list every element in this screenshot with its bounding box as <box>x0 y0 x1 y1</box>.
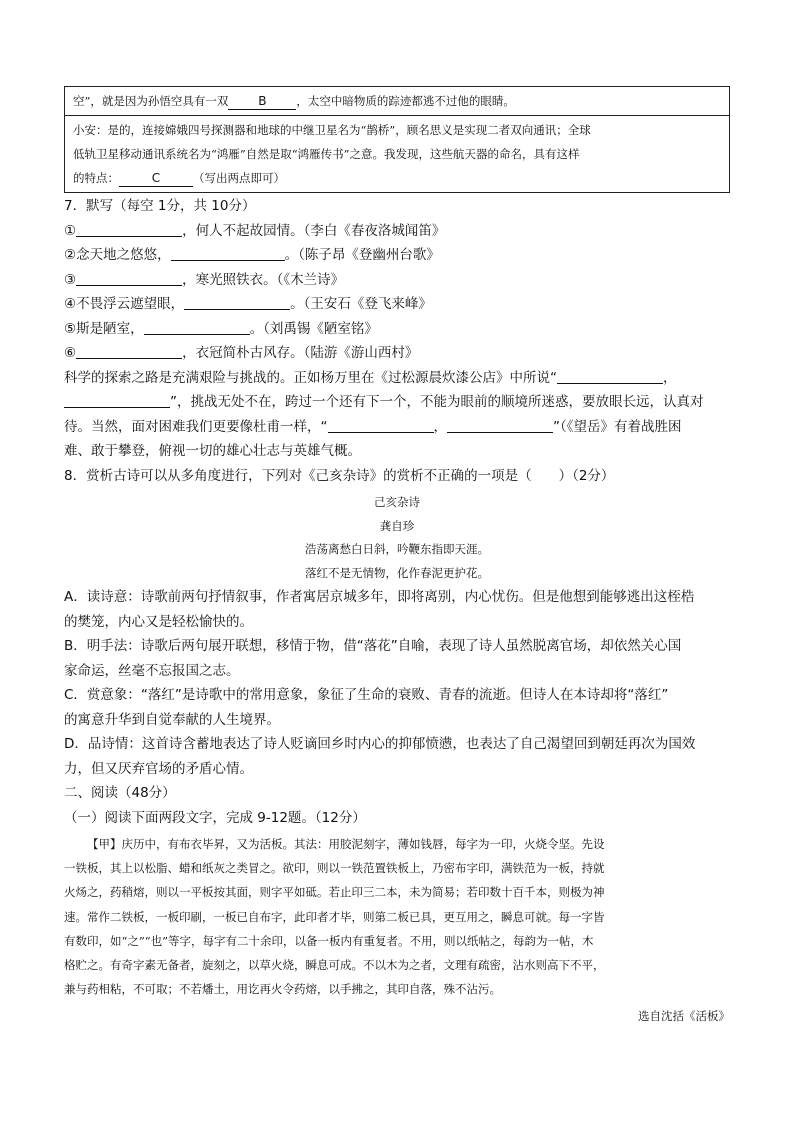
passage-source: 选自沈括《活板》 <box>638 1009 730 1024</box>
line-prefix: ④不畏浮云遮望眼， <box>64 296 185 312</box>
paragraph-text: 科学的探索之路是充满艰险与挑战的。正如杨万里在《过松源晨炊漆公店》中所说“ <box>64 369 557 386</box>
paragraph-text: ， <box>663 369 677 386</box>
option-text: D．品诗情：这首诗含蓄地表达了诗人贬谪回乡时内心的抑郁愤懑，也表达了自己渴望回到朝廷再次为国效 <box>64 736 696 752</box>
paragraph-text: ”，挑战无处不在，跨过一个还有下一个，不能为眼前的顺境所迷惑，要放眼长远，认真对 <box>170 394 704 410</box>
option-text: A．读诗意：诗歌前两句抒情叙事，作者寓居京城多年，即将离别，内心忧伤。但是他想到能够逃出这桎梏 <box>64 589 695 605</box>
fill-blank-9[interactable] <box>328 418 434 433</box>
line-prefix: ⑥ <box>64 345 77 361</box>
passage-line: 火炀之，药稍熔，则以一平板按其面，则字平如砥。若止印三二本，未为简易；若印数十百千本，则极为神 <box>64 885 605 900</box>
passage-line: 速。常作二铁板，一板印刷，一板已自布字，此印者才毕，则第二板已具，更互用之，瞬息可就。每一字皆 <box>64 909 605 924</box>
option-d[interactable] <box>64 732 730 781</box>
question-title: 8．赏析古诗可以从多角度进行，下列对《己亥杂诗》的赏析不正确的一项是（ ）（2分） <box>64 467 615 484</box>
paragraph-text: ， <box>433 418 447 435</box>
fill-blank-5[interactable] <box>144 320 250 335</box>
line-prefix: ③ <box>64 271 77 288</box>
answer-blank-c[interactable] <box>119 170 193 187</box>
poem-title: 己亥杂诗 <box>374 495 420 509</box>
line-text: ，何人不起故园情。（李白《春夜洛城闻笛》 <box>182 222 446 239</box>
answer-label-b: B <box>258 94 267 108</box>
poem <box>64 491 730 585</box>
option-text: 的寓意升华到自觉奉献的人生境界。 <box>64 711 280 728</box>
dialogue-text: 空”，就是因为孙悟空具有一双 <box>73 94 229 108</box>
option-c[interactable] <box>64 683 730 732</box>
line-prefix: ⑤斯是陋室， <box>64 320 144 337</box>
answer-blank-b[interactable] <box>228 93 296 110</box>
fill-blank-2[interactable] <box>171 246 285 261</box>
dialogue-row-1 <box>65 87 729 115</box>
question-title: 7．默写（每空 1分，共 10分） <box>64 198 256 214</box>
passage-line: 有数印，如“之”“也”等字，每字有二十余印，以备一板内有重复者。不用，则以纸帖之，每韵为一帖，木 <box>64 933 594 948</box>
section-title: 二、阅读（48分） <box>64 785 176 801</box>
answer-label-c: C <box>151 171 161 185</box>
classical-passage <box>64 832 730 1029</box>
line-text: ，寒光照铁衣。（《木兰诗》 <box>182 271 345 288</box>
line-text: 。（陈子昂《登幽州台歌》 <box>284 247 440 263</box>
fill-blank-3[interactable] <box>76 271 182 286</box>
dialogue-text: 的特点： <box>73 171 119 185</box>
subsection-title: （一）阅读下面两段文字，完成 9-12题。（12分） <box>64 809 366 826</box>
poem-line: 浩荡离愁白日斜，吟鞭东指即天涯。 <box>305 542 489 556</box>
dialogue-text: （写出两点即可） <box>193 171 285 185</box>
option-a[interactable] <box>64 585 730 634</box>
fill-blank-1[interactable] <box>76 222 182 237</box>
passage-line: 【甲】庆历中，有布衣毕昇，又为活板。其法：用胶泥刻字，薄如钱唇，每字为一印，火烧令坚。先设 <box>87 837 605 851</box>
passage-line: 格贮之。有奇字素无备者，旋刻之，以草火烧，瞬息可成。不以木为之者，文理有疏密，沾水则高下不平， <box>64 958 605 973</box>
option-text: B．明手法：诗歌后两句展开联想，移情于物，借“落花”自喻，表现了诗人虽然脱离官场，却依然关心国 <box>64 638 682 654</box>
poem-line: 落红不是无情物，化作春泥更护花。 <box>305 565 489 580</box>
fill-blank-6[interactable] <box>76 344 182 359</box>
fill-blank-8[interactable] <box>64 393 170 408</box>
dialogue-line: 小安：是的，连接嫦娥四号探测器和地球的中继卫星名为“鹊桥”，顾名思义是实现二者双向通讯；全球 <box>73 123 591 137</box>
section-reading <box>64 781 730 830</box>
line-prefix: ① <box>64 222 77 239</box>
option-text: 的樊笼，内心又是轻松愉快的。 <box>64 613 253 630</box>
passage-line: 一铁板，其上以松脂、蜡和纸灰之类冒之。欲印，则以一铁范置铁板上，乃密布字印，满铁范为一板，持就 <box>64 861 605 876</box>
option-b[interactable] <box>64 634 730 683</box>
line-text: 。（刘禹锡《陋室铭》 <box>249 320 378 337</box>
fill-blank-7[interactable] <box>557 369 663 384</box>
passage-line: 兼与药相粘，不可取；不若燔土，用讫再火令药熔，以手拂之，其印自落，殊不沾污。 <box>64 982 501 997</box>
fill-blank-10[interactable] <box>447 418 553 433</box>
line-text: 。（王安石《登飞来峰》 <box>290 296 432 312</box>
dialogue-box <box>64 86 730 193</box>
paragraph-text: 难、敢于攀登，俯视一切的雄心壮志与英雄气概。 <box>64 443 361 459</box>
question-7 <box>64 194 730 464</box>
poem-author: 龚自珍 <box>379 518 415 533</box>
dialogue-line: 低轨卫星移动通讯系统名为“鸿雁”自然是取“鸿雁传书”之意。我发现，这些航天器的命名，具有这样 <box>73 147 580 161</box>
line-text: ，衣冠简朴古风存。（陆游《游山西村》 <box>182 345 419 361</box>
dialogue-row-2 <box>65 115 729 192</box>
line-prefix: ②念天地之悠悠， <box>64 247 171 263</box>
paragraph-text: 待。当然，面对困难我们更要像杜甫一样，“ <box>64 418 328 435</box>
option-text: 力，但又厌弃官场的矛盾心情。 <box>64 760 253 777</box>
dialogue-text: ，太空中暗物质的踪迹都逃不过他的眼睛。 <box>296 94 515 108</box>
fill-blank-4[interactable] <box>184 295 290 310</box>
question-8 <box>64 464 730 782</box>
option-text: C．赏意象：“落红”是诗歌中的常用意象，象征了生命的衰败、青春的流逝。但诗人在本诗却将“落红” <box>64 687 669 703</box>
exam-page <box>64 86 730 1029</box>
paragraph-text: ”（《望岳》有着战胜困 <box>553 418 682 435</box>
option-text: 家命运，丝毫不忘报国之志。 <box>64 662 240 679</box>
